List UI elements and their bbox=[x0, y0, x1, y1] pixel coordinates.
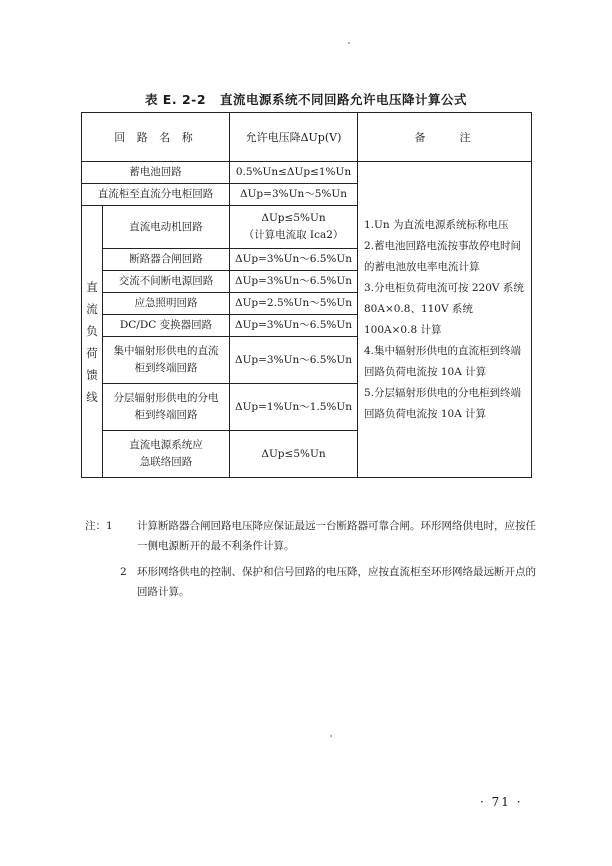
header-allowed-drop: 允许电压降ΔUp(V) bbox=[230, 113, 358, 162]
row-name: 交流不间断电源回路 bbox=[103, 271, 230, 293]
row-name bbox=[103, 431, 230, 478]
group-label-char: 负 bbox=[86, 323, 98, 338]
row-formula: ΔUp=3%Un～6.5%Un bbox=[230, 337, 358, 384]
table-row bbox=[82, 162, 532, 184]
row-name: 蓄电池回路 bbox=[82, 162, 230, 184]
row-name-line: 急联络回路 bbox=[139, 456, 193, 468]
table-notes bbox=[85, 516, 540, 608]
note-text: 环形网络供电的控制、保护和信号回路的电压降，应按直流柜至环形网络最远断开点的回路计算。 bbox=[137, 566, 536, 598]
table-caption: 直流电源系统不同回路允许电压降计算公式 bbox=[220, 92, 468, 107]
page-number: · 71 · bbox=[480, 795, 523, 809]
row-formula: ΔUp=1%Un～1.5%Un bbox=[230, 384, 358, 431]
group-label-char: 荷 bbox=[86, 345, 98, 360]
header-circuit-name: 回 路 名 称 bbox=[82, 113, 230, 162]
row-name: DC/DC 变换器回路 bbox=[103, 315, 230, 337]
formula-main: ΔUp≤5%Un bbox=[261, 212, 326, 224]
group-label-dc-load-feeder bbox=[82, 206, 103, 478]
row-name-line: 集中辐射形供电的直流 bbox=[113, 345, 219, 357]
row-formula: 0.5%Un≤ΔUp≤1%Un bbox=[230, 162, 358, 184]
row-name: 应急照明回路 bbox=[103, 293, 230, 315]
remark-item: 2.蓄电池回路电流按事故停电时间的蓄电池放电率电流计算 bbox=[364, 239, 522, 273]
row-name bbox=[103, 337, 230, 384]
row-name-line: 直流电源系统应 bbox=[129, 439, 203, 451]
table-header-row bbox=[82, 113, 532, 162]
group-label-char: 馈 bbox=[86, 367, 98, 382]
note-item bbox=[85, 562, 540, 602]
row-formula: ΔUp=2.5%Un～5%Un bbox=[230, 293, 358, 315]
note-item bbox=[85, 516, 540, 556]
row-formula: ΔUp=3%Un～5%Un bbox=[230, 184, 358, 206]
row-name: 直流电动机回路 bbox=[103, 206, 230, 249]
remarks-cell bbox=[358, 162, 532, 478]
scan-speck bbox=[330, 735, 332, 737]
group-label-char: 流 bbox=[86, 301, 98, 316]
row-name bbox=[103, 384, 230, 431]
header-remarks: 备 注 bbox=[358, 113, 532, 162]
row-formula: ΔUp≤5%Un bbox=[230, 431, 358, 478]
remark-item: 5.分层辐射形供电的分电柜到终端回路负荷电流按 10A 计算 bbox=[364, 386, 522, 420]
voltage-drop-table bbox=[81, 112, 532, 478]
group-label-char: 线 bbox=[86, 389, 98, 404]
table-number: 表 E. 2-2 bbox=[144, 92, 207, 107]
note-label: 2 bbox=[120, 566, 127, 578]
formula-note: （计算电流取 Ica2） bbox=[243, 229, 344, 241]
row-formula: ΔUp=3%Un～6.5%Un bbox=[230, 271, 358, 293]
row-formula: ΔUp=3%Un～6.5%Un bbox=[230, 315, 358, 337]
row-name-line: 柜到终端回路 bbox=[134, 362, 198, 374]
row-name-line: 分层辐射形供电的分电 bbox=[113, 392, 219, 404]
scan-speck bbox=[348, 42, 350, 44]
remark-item: 1.Un 为直流电源系统标称电压 bbox=[364, 218, 509, 231]
row-formula bbox=[230, 206, 358, 249]
remark-item: 4.集中辐射形供电的直流柜到终端回路负荷电流按 10A 计算 bbox=[364, 344, 522, 378]
note-label: 注：1 bbox=[85, 520, 113, 532]
row-name: 断路器合闸回路 bbox=[103, 249, 230, 271]
row-name: 直流柜至直流分电柜回路 bbox=[82, 184, 230, 206]
remark-item: 3.分电柜负荷电流可按 220V 系统 80A×0.8、110V 系统 100A×0.8 计算 bbox=[364, 281, 524, 336]
group-label-char: 直 bbox=[86, 279, 98, 294]
row-name-line: 柜到终端回路 bbox=[134, 409, 198, 421]
table-title bbox=[0, 90, 612, 108]
row-formula: ΔUp=3%Un～6.5%Un bbox=[230, 249, 358, 271]
note-text: 计算断路器合闸回路电压降应保证最远一台断路器可靠合闸。环形网络供电时，应按任一侧电源断开的最不利条件计算。 bbox=[137, 520, 536, 552]
